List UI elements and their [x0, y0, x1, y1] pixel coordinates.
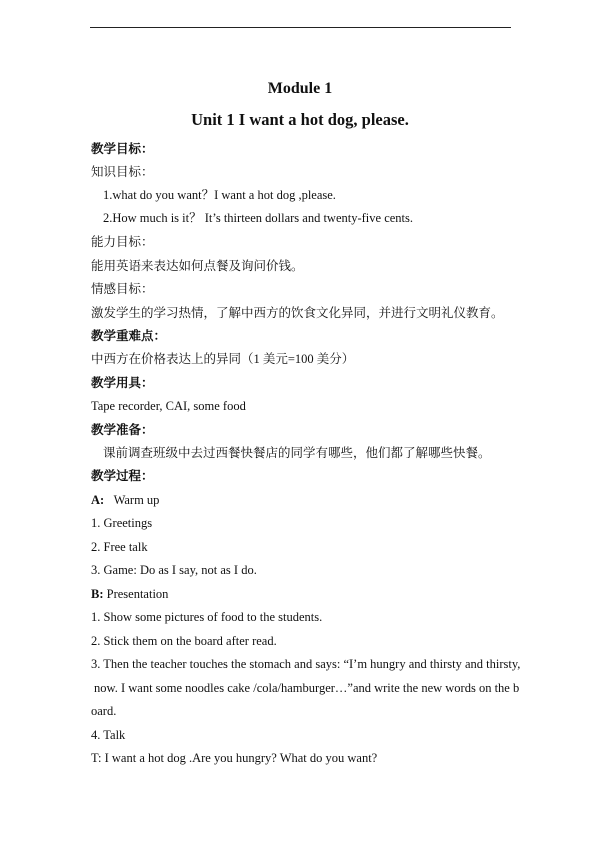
section-a-letter: A:: [91, 493, 105, 507]
warmup-item: 2. Free talk: [91, 540, 148, 554]
presentation-item: oard.: [91, 704, 117, 718]
unit-title: Unit 1 I want a hot dog, please.: [191, 110, 409, 129]
knowledge-goals-label: 知识目标：: [91, 165, 154, 179]
process-heading: 教学过程：: [91, 469, 154, 483]
teaching-aids-text: Tape recorder, CAI, some food: [91, 399, 246, 413]
presentation-item: T: I want a hot dog .Are you hungry? What do you want?: [91, 751, 378, 765]
presentation-item: 1. Show some pictures of food to the students.: [91, 610, 323, 624]
ability-goals-label: 能力目标：: [91, 235, 154, 249]
preparation-text: 课前调查班级中去过西餐快餐店的同学有哪些，他们都了解哪些快餐。: [103, 446, 491, 460]
warmup-item: 3. Game: Do as I say, not as I do.: [91, 563, 257, 577]
presentation-item: 4. Talk: [91, 728, 126, 742]
presentation-item: now. I want some noodles cake /cola/hamburger…”and write the new words on the b: [94, 681, 520, 695]
warmup-item: 1. Greetings: [91, 516, 153, 530]
header-rule: [90, 27, 511, 28]
ability-goals-text: 能用英语来表达如何点餐及询问价钱。: [91, 259, 304, 273]
presentation-item: 2. Stick them on the board after read.: [91, 634, 277, 648]
teaching-goals-heading: 教学目标：: [91, 142, 154, 156]
section-a-heading: [91, 492, 159, 508]
key-points-heading: 教学重难点：: [91, 329, 167, 343]
knowledge-item: 1.what do you want？I want a hot dog ,please.: [103, 188, 336, 202]
preparation-heading: 教学准备：: [91, 423, 154, 437]
key-points-text: 中西方在价格表达上的异同（1 美元=100 美分）: [91, 352, 355, 366]
presentation-item: 3. Then the teacher touches the stomach and says: “I’m hungry and thirsty and thirsty,: [91, 657, 521, 671]
teaching-aids-heading: 教学用具：: [91, 376, 154, 390]
knowledge-item: 2.How much is it？ It’s thirteen dollars and twenty-five cents.: [103, 211, 414, 225]
section-b-letter: B:: [91, 587, 104, 601]
module-title: Module 1: [267, 80, 333, 97]
section-b-title: Presentation: [106, 587, 169, 601]
emotion-goals-label: 情感目标：: [91, 282, 154, 296]
section-b-heading: [91, 586, 168, 602]
emotion-goals-text: 激发学生的学习热情，了解中西方的饮食文化异同，并进行文明礼仪教育。: [91, 306, 504, 320]
section-a-title: Warm up: [113, 493, 160, 507]
